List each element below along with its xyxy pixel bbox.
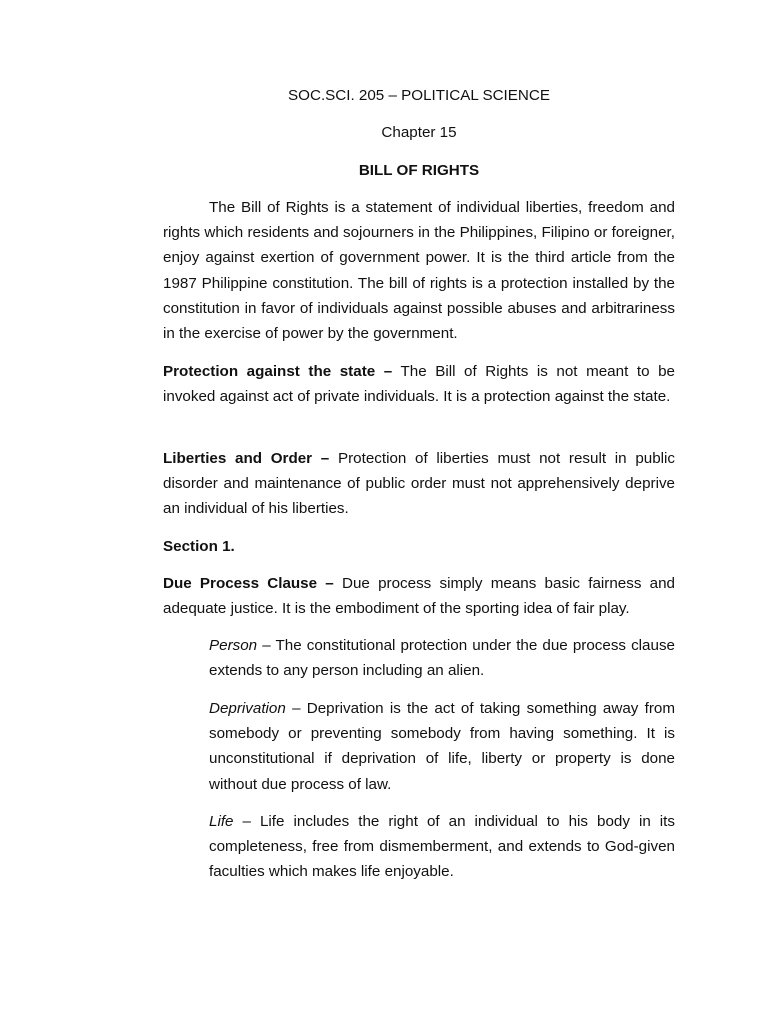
- due-process-paragraph: [163, 571, 675, 621]
- due-process-term: Due Process Clause –: [163, 575, 334, 592]
- deprivation-text: – Deprivation is the act of taking something away from somebody or preventing somebody from having something. It is unconstitutional if deprivation of life, liberty or property is done without due process of law.: [209, 700, 675, 793]
- life-text: – Life includes the right of an individual to his body in its completeness, free from dismemberment, and extends to God-given faculties which makes life enjoyable.: [209, 813, 675, 881]
- person-term: Person: [209, 637, 258, 654]
- deprivation-paragraph: [209, 696, 675, 797]
- protection-against-state-paragraph: [163, 359, 675, 409]
- intro-paragraph: The Bill of Rights is a statement of individual liberties, freedom and rights which residents and sojourners in the Philippines, Filipino or foreigner, enjoy against exertion of government power. It is the third article from the 1987 Philippine constitution. The bill of rights is a protection installed by the constitution in favor of individuals against possible abuses and arbitrariness in the exercise of power by the government.: [163, 199, 675, 343]
- liberties-and-order-paragraph: [163, 446, 675, 522]
- liberties-and-order-text: Protection of liberties must not result in public disorder and maintenance of public order must not apprehensively deprive an individual of his liberties.: [163, 450, 675, 518]
- chapter-title: BILL OF RIGHTS: [358, 162, 480, 179]
- person-paragraph: [209, 633, 675, 683]
- person-text: – The constitutional protection under the due process clause extends to any person including an alien.: [209, 637, 675, 680]
- life-paragraph: [209, 809, 675, 885]
- deprivation-term: Deprivation: [209, 700, 286, 717]
- course-header: SOC.SCI. 205 – POLITICAL SCIENCE: [288, 87, 550, 104]
- protection-against-state-text: The Bill of Rights is not meant to be invoked against act of private individuals. It is a protection against the state.: [163, 363, 675, 406]
- section-heading: Section 1.: [163, 538, 235, 555]
- due-process-text: Due process simply means basic fairness and adequate justice. It is the embodiment of the sporting idea of fair play.: [163, 575, 675, 618]
- liberties-and-order-term: Liberties and Order –: [163, 450, 330, 467]
- life-term: Life: [209, 813, 234, 830]
- protection-against-state-term: Protection against the state –: [163, 363, 393, 380]
- chapter-number: Chapter 15: [381, 124, 457, 141]
